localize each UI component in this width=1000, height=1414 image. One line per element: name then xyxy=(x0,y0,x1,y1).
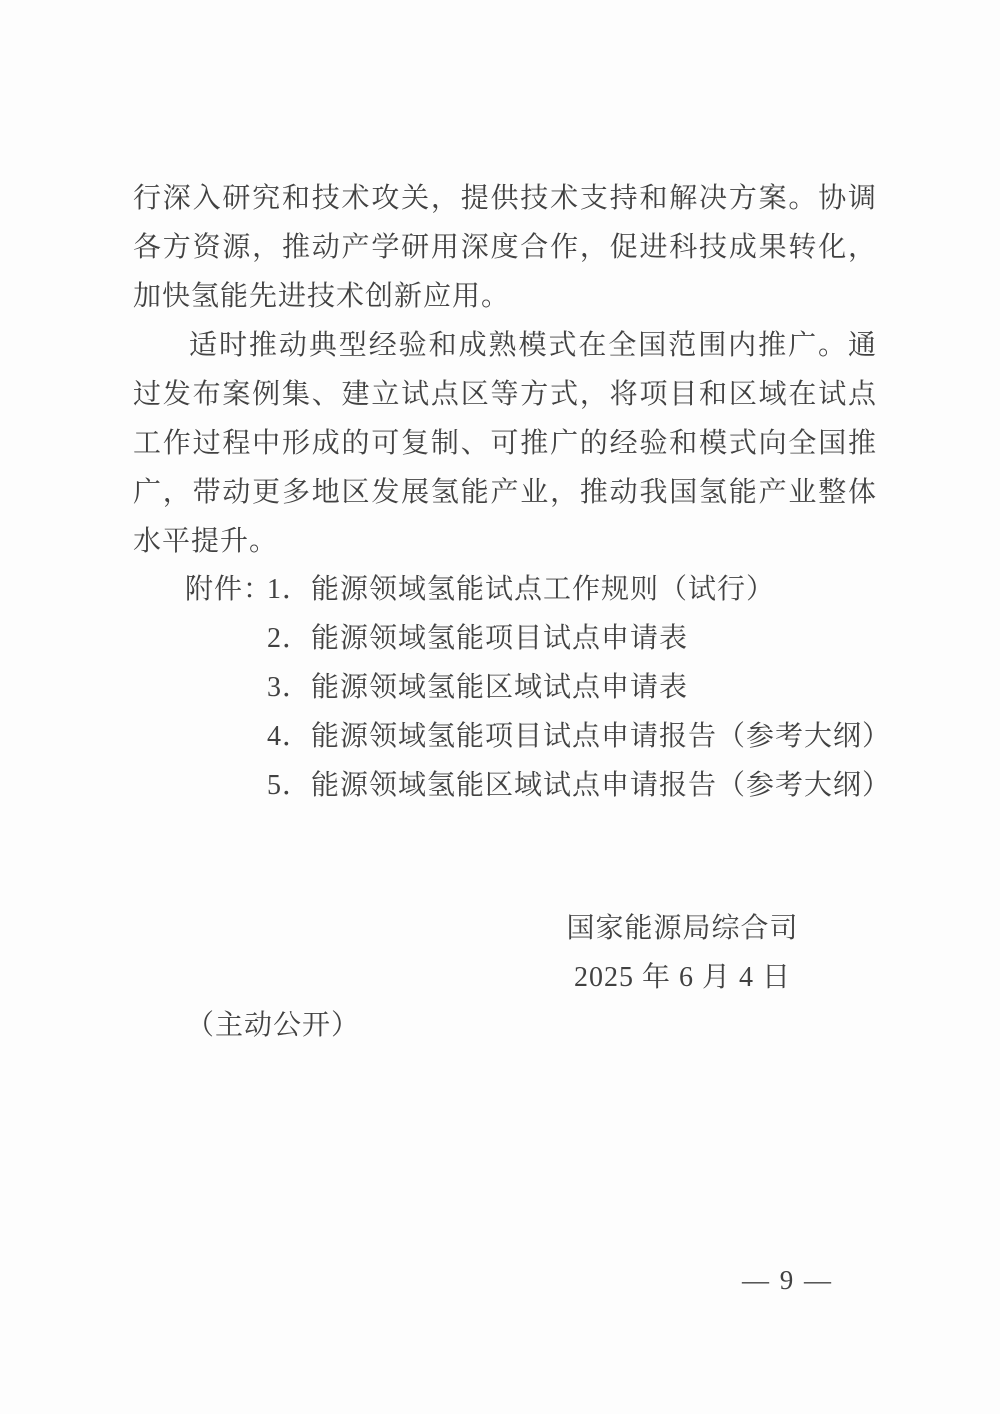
attachment-item: 2．能源领域氢能项目试点申请表 xyxy=(267,623,689,654)
disclosure-note: （主动公开） xyxy=(186,1010,361,1041)
signature-block xyxy=(480,904,885,1002)
paragraph-promotion: 适时推动典型经验和成熟模式在全国范围内推广。通过发布案例集、建立试点区等方式，将项目和区域在试点工作过程中形成的可复制、可推广的经验和模式向全国推广，带动更多地区发展氢能产业，推动我国氢能产业整体水平提升。 xyxy=(133,330,877,557)
attachment-item: 1．能源领域氢能试点工作规则（试行） xyxy=(267,574,776,605)
attachments-section xyxy=(185,565,892,810)
document-body xyxy=(133,174,877,566)
signature-issuer: 国家能源局综合司 xyxy=(566,913,799,944)
page-number: — 9 — xyxy=(742,1265,833,1295)
paragraph-continuation: 行深入研究和技术攻关，提供技术支持和解决方案。协调各方资源，推动产学研用深度合作，促进科技成果转化，加快氢能先进技术创新应用。 xyxy=(133,183,877,312)
attachment-item: 5．能源领域氢能区域试点申请报告（参考大纲） xyxy=(267,770,892,801)
attachments-label: 附件： xyxy=(185,574,273,605)
attachments-list xyxy=(267,565,892,810)
attachment-item: 4．能源领域氢能项目试点申请报告（参考大纲） xyxy=(267,721,892,752)
attachment-item: 3．能源领域氢能区域试点申请表 xyxy=(267,672,689,703)
signature-date: 2025 年 6 月 4 日 xyxy=(573,962,791,993)
